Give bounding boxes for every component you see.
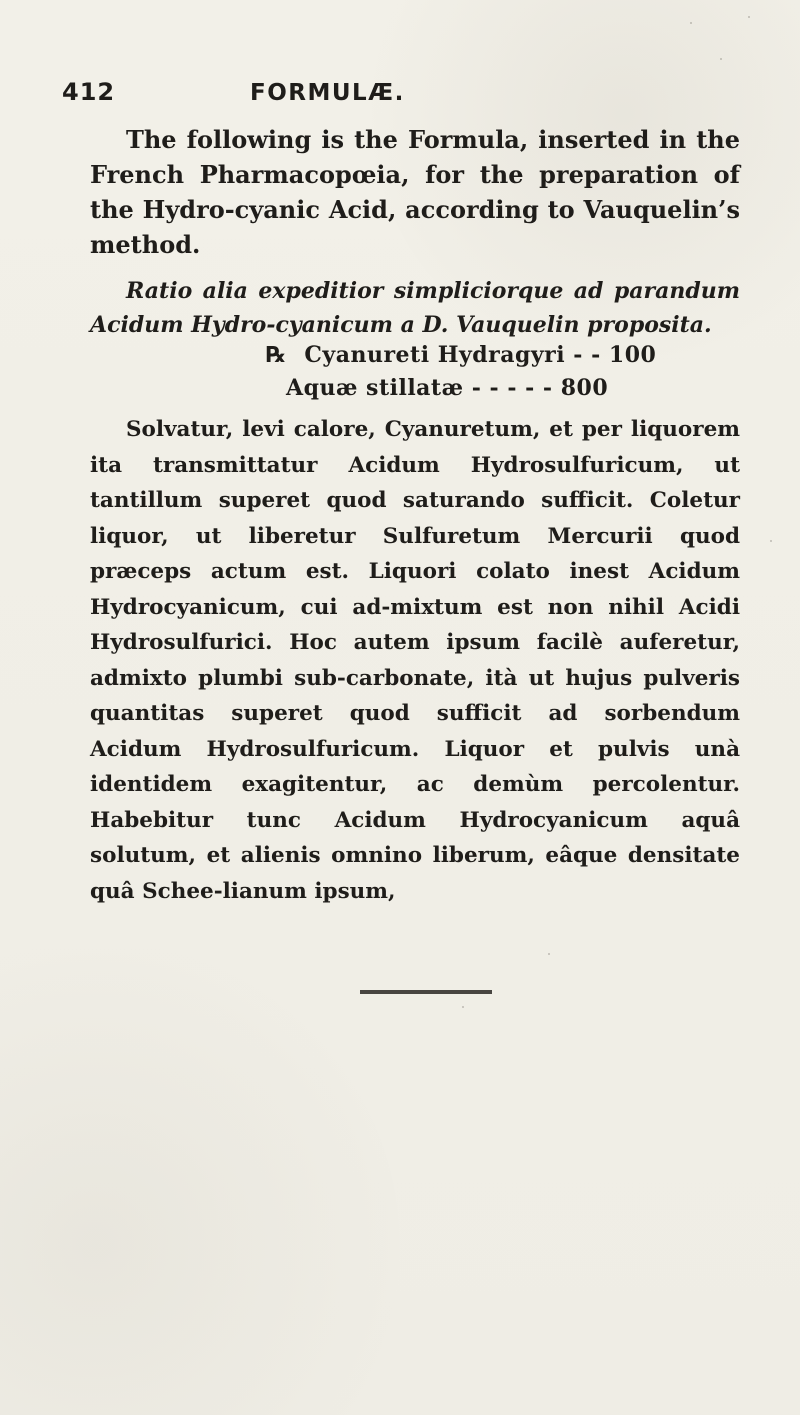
running-head: FORMULÆ. bbox=[250, 80, 405, 106]
paper-speck bbox=[720, 58, 722, 60]
page-number: 412 bbox=[62, 78, 116, 106]
paper-speck bbox=[770, 540, 772, 542]
page-header bbox=[62, 78, 742, 106]
ingredient-name: Aquæ stillatæ bbox=[286, 375, 464, 401]
paper-speck bbox=[690, 22, 692, 24]
recipe-body: Solvatur, levi calore, Cyanuretum, et per liquorem ita transmittatur Acidum Hydrosulfuricum, ut tantillum superet quod saturando sufficit. Coletur liquor, ut liberetur Sulfuretum Mercurii quod præceps actum est. Liquori colato inest Acidum Hydrocyanicum, cui ad-mixtum est non nihil Acidi Hydrosulfurici. Hoc autem ipsum facilè auferetur, admixto plumbi sub-carbonate, ità ut hujus pulveris quantitas superet quod sufficit ad sorbendum Acidum Hydrosulfuricum. Liquor et pulvis unà identidem exagitentur, ac demùm percolentur. Habebitur tunc Acidum Hydrocyanicum aquâ solutum, et alienis omnino liberum, eâque densitate quâ Schee-lianum ipsum, bbox=[90, 417, 740, 904]
recipe-title: Ratio alia expeditior simpliciorque ad parandum Acidum Hydro-cyanicum a D. Vauquelin proposita. bbox=[90, 278, 740, 338]
ingredient-line bbox=[266, 342, 656, 368]
recipe-symbol: ℞ bbox=[266, 343, 287, 368]
paper-speck bbox=[548, 953, 550, 955]
paper-speck bbox=[462, 1006, 464, 1008]
ingredient-name: Cyanureti Hydragyri bbox=[304, 342, 566, 368]
ingredient-line bbox=[286, 375, 608, 401]
paper-speck bbox=[748, 16, 750, 18]
ingredient-leader: - - bbox=[573, 342, 601, 368]
ingredient-leader: - - - - - bbox=[471, 375, 553, 401]
ingredient-amount: 800 bbox=[560, 375, 609, 401]
decorative-rule bbox=[360, 990, 492, 994]
ingredient-amount: 100 bbox=[608, 342, 657, 368]
intro-paragraph: The following is the Formula, inserted in the French Pharmacopœia, for the preparation of the Hydro-cyanic Acid, according to Vauquelin’s method. bbox=[90, 125, 740, 259]
